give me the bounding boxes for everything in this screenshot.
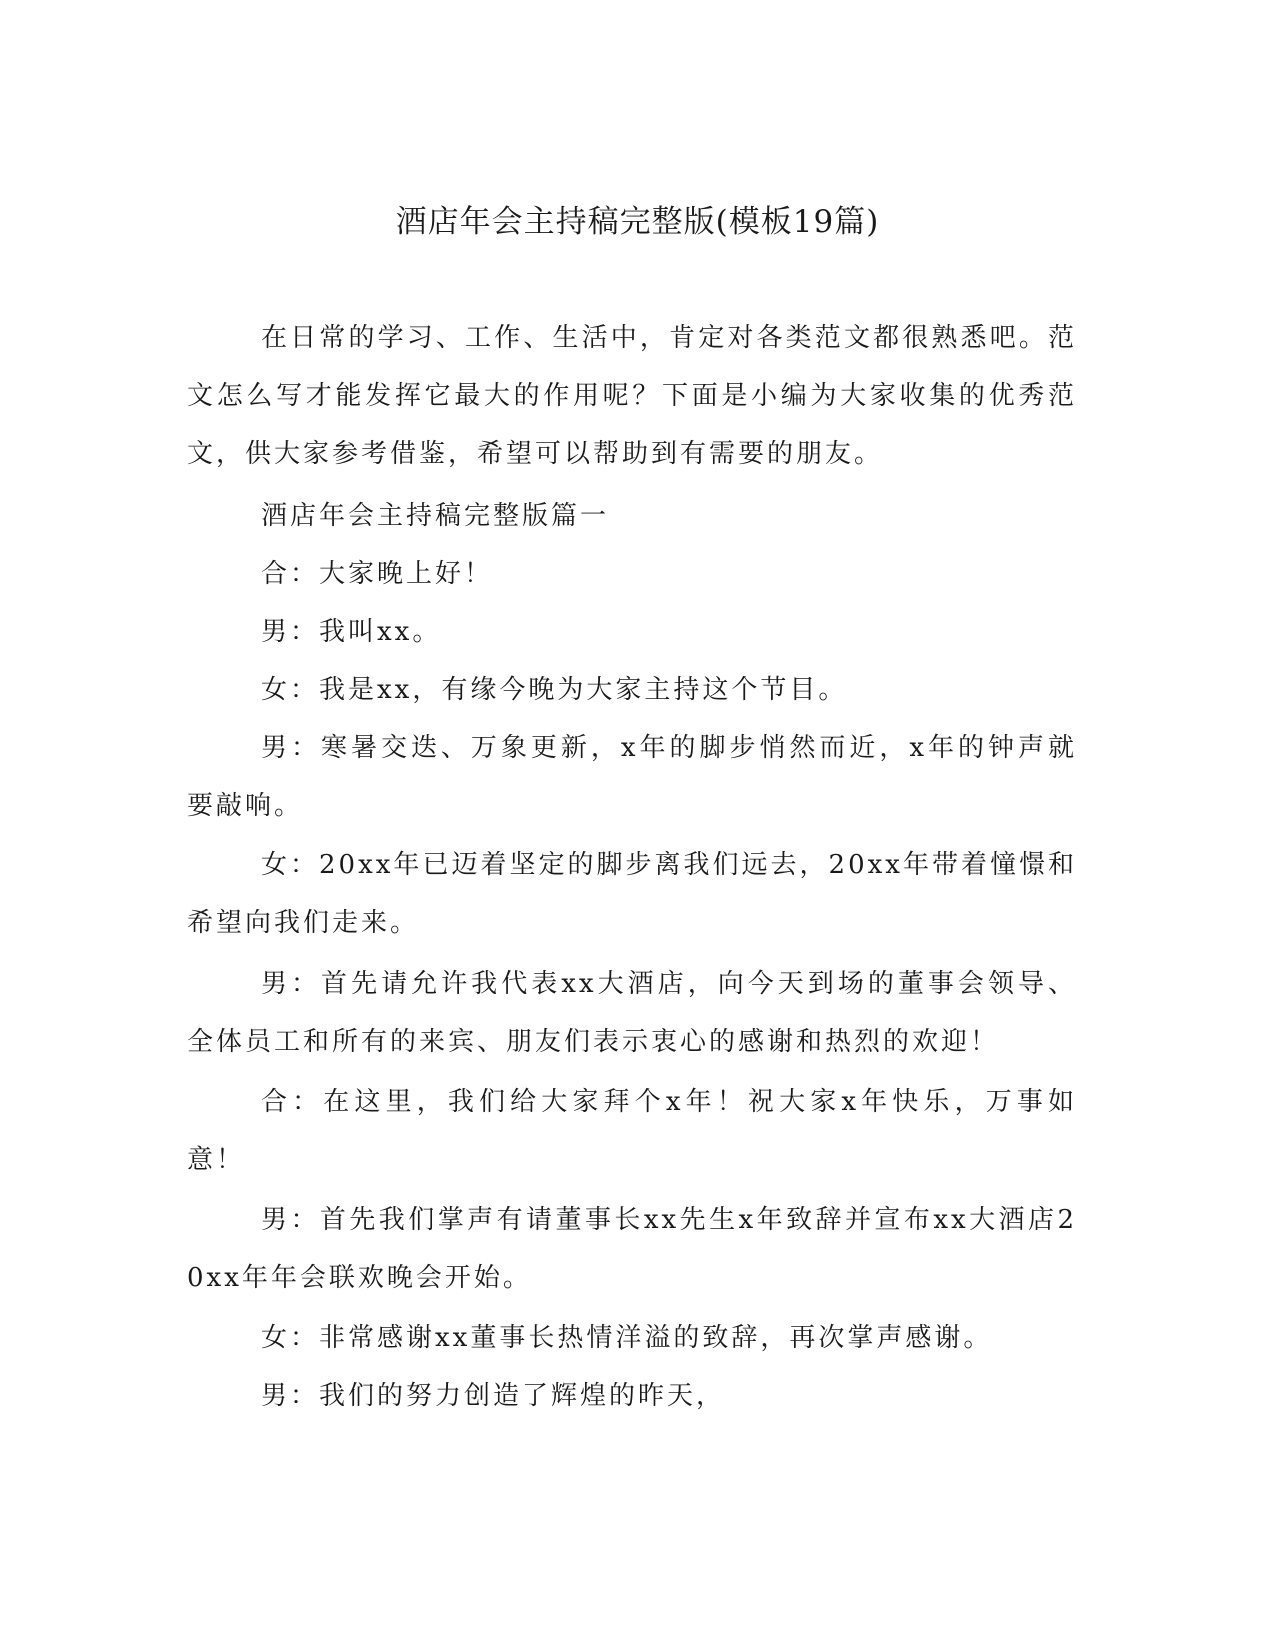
- dialogue-paragraph: 女：我是xx，有缘今晚为大家主持这个节目。: [261, 675, 848, 705]
- dialogue-paragraph: 男：首先我们掌声有请董事长xx先生x年致辞并宣布xx大酒店20xx年年会联欢晚会开始。: [187, 1205, 1077, 1293]
- dialogue-paragraph: 合：大家晚上好！: [261, 559, 494, 589]
- intro-paragraph: 在日常的学习、工作、生活中，肯定对各类范文都很熟悉吧。范文怎么写才能发挥它最大的作用呢？下面是小编为大家收集的优秀范文，供大家参考借鉴，希望可以帮助到有需要的朋友。: [187, 323, 1077, 469]
- dialogue-paragraph: 女：非常感谢xx董事长热情洋溢的致辞，再次掌声感谢。: [261, 1323, 993, 1353]
- dialogue-paragraph: 男：我叫xx。: [261, 617, 442, 647]
- dialogue-paragraph: 女：20xx年已迈着坚定的脚步离我们远去，20xx年带着憧憬和希望向我们走来。: [187, 850, 1077, 938]
- document-title: 酒店年会主持稿完整版(模板19篇): [395, 204, 880, 240]
- dialogue-paragraph: 男：我们的努力创造了辉煌的昨天，: [261, 1381, 726, 1411]
- dialogue-paragraph: 男：首先请允许我代表xx大酒店，向今天到场的董事会领导、全体员工和所有的来宾、朋友们表示衷心的感谢和热烈的欢迎！: [187, 969, 1077, 1057]
- section-heading: 酒店年会主持稿完整版篇一: [261, 501, 610, 531]
- dialogue-paragraph: 合：在这里，我们给大家拜个x年！祝大家x年快乐，万事如意！: [187, 1087, 1077, 1175]
- dialogue-paragraph: 男：寒暑交迭、万象更新，x年的脚步悄然而近，x年的钟声就要敲响。: [187, 733, 1077, 821]
